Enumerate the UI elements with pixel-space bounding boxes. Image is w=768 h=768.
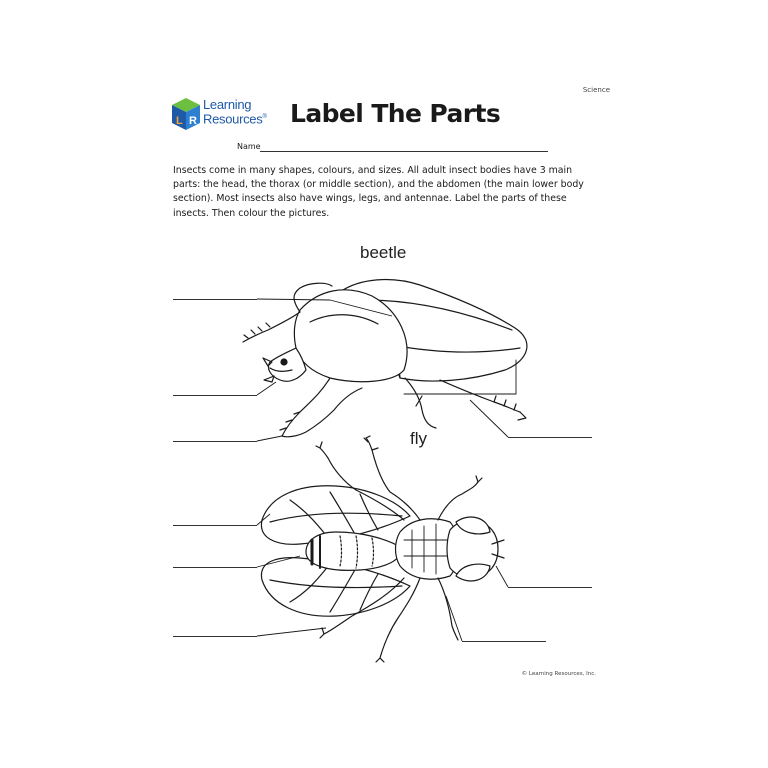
fly-drawing xyxy=(261,436,504,662)
fly-front-leg-top xyxy=(438,482,478,520)
registered-mark: ® xyxy=(262,114,267,120)
svg-text:R: R xyxy=(189,115,197,127)
fly-front-leg-bottom xyxy=(438,578,458,640)
page-title: Label The Parts xyxy=(290,99,501,128)
svg-text:L: L xyxy=(176,115,183,127)
fly-heading: fly xyxy=(410,429,427,448)
beetle-hind-leg xyxy=(440,380,520,412)
subject-label: Science xyxy=(582,86,610,94)
beetle-front-leg xyxy=(282,378,330,436)
name-label: Name xyxy=(237,142,261,151)
logo-text-learning: Learning xyxy=(203,97,252,112)
copyright-notice: © Learning Resources, Inc. xyxy=(521,671,596,677)
instructions-paragraph: Insects come in many shapes, colours, and sizes. All adult insect bodies have 3 main parts: the head, the thorax (or middle section), and the abdomen (the main lower body section). Most insects also have wings, legs, and antennae. Label the parts of these insects. Then colour the pictures. xyxy=(173,165,584,219)
beetle-heading: beetle xyxy=(360,243,407,262)
beetle-mid-leg xyxy=(405,378,436,428)
beetle-drawing xyxy=(243,280,527,437)
logo-text-resources: Resources® xyxy=(203,111,267,127)
